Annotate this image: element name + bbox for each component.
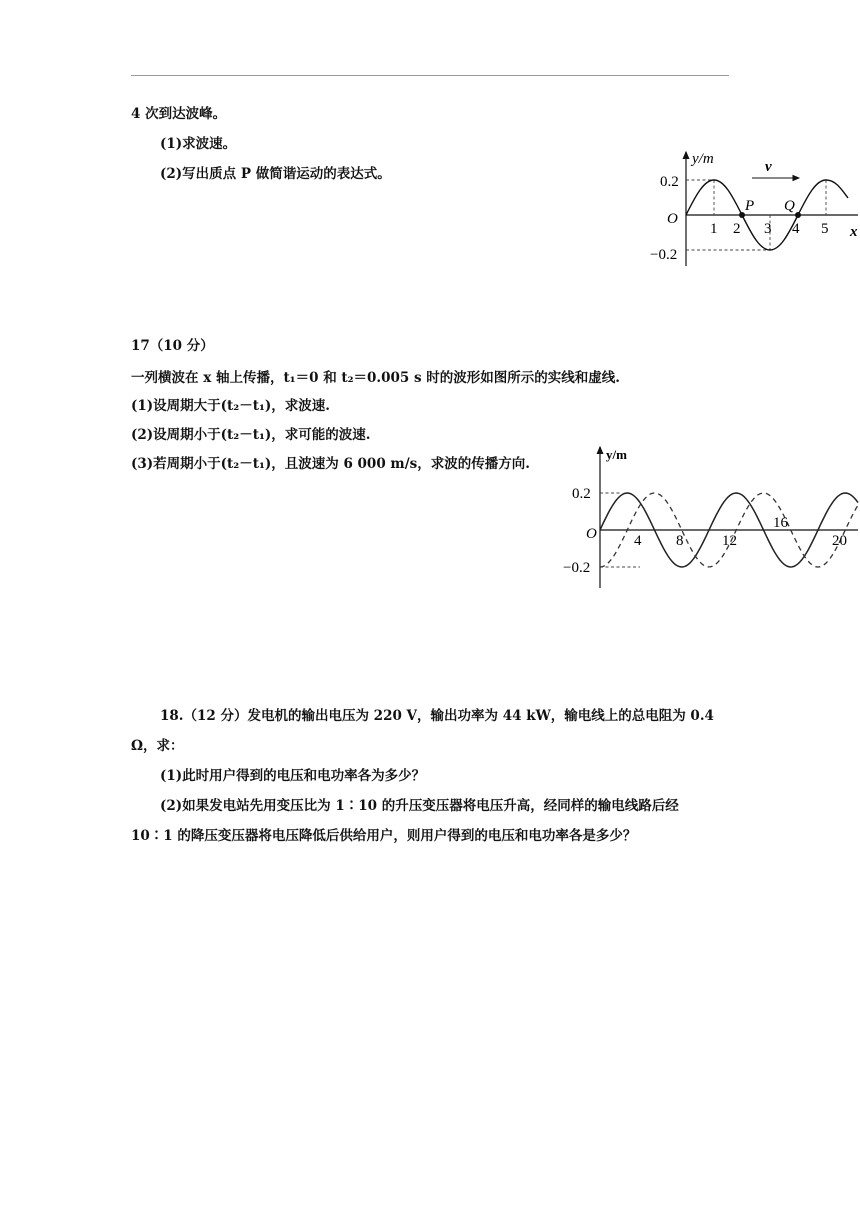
q18-sub1: (1)此时用户得到的电压和电功率各为多少？ <box>160 768 426 784</box>
q18-line2: Ω，求： <box>131 738 184 754</box>
q17-sub2: (2)设周期小于(t₂－t₁)，求可能的波速. <box>131 427 371 443</box>
q16-sub1: (1)求波速。 <box>160 136 237 152</box>
y-pos-label: 0.2 <box>660 174 679 190</box>
point-q-marker <box>795 212 801 218</box>
q17-heading: 17（10 分） <box>131 338 214 354</box>
q17-wave-figure <box>555 440 860 596</box>
q18-sub2b: 10∶1 的降压变压器将电压降低后供给用户，则用户得到的电压和电功率各是多少？ <box>131 828 637 844</box>
x-tick-1: 1 <box>710 221 718 237</box>
x-tick-2: 2 <box>733 221 741 237</box>
q16-wave-figure <box>640 145 860 274</box>
q16-sub2: (2)写出质点 P 做简谐运动的表达式。 <box>160 166 391 182</box>
q18-line1: 18.（12 分）发电机的输出电压为 220 V，输出功率为 44 kW，输电线上的总电阻为 0.4 <box>160 708 714 724</box>
q17-stem: 一列横波在 x 轴上传播，t₁＝0 和 t₂＝0.005 s 时的波形如图所示的实线和虚线. <box>131 370 621 386</box>
q18-sub2a: (2)如果发电站先用变压比为 1∶10 的升压变压器将电压升高，经同样的输电线路后经 <box>160 798 679 814</box>
x-tick-12: 12 <box>722 533 737 549</box>
point-p-label: P <box>745 198 755 214</box>
y-neg-label: −0.2 <box>563 560 591 576</box>
x-tick-4: 4 <box>792 221 800 237</box>
y-neg-label: −0.2 <box>650 247 678 263</box>
x-tick-4: 4 <box>634 533 642 549</box>
origin-label: O <box>586 526 597 542</box>
x-tick-16: 16 <box>773 515 788 531</box>
y-axis-label: y/m <box>606 447 627 462</box>
x-axis-label: x <box>850 224 858 240</box>
origin-label: O <box>667 211 678 227</box>
q16-tail: 4 次到达波峰。 <box>131 106 227 122</box>
x-tick-8: 8 <box>676 533 684 549</box>
y-pos-label: 0.2 <box>572 486 591 502</box>
x-tick-5: 5 <box>821 221 829 237</box>
q17-sub1: (1)设周期大于(t₂－t₁)，求波速. <box>131 398 330 414</box>
x-tick-3: 3 <box>764 221 772 237</box>
y-axis-label: y/m <box>692 151 714 167</box>
header-rule <box>131 75 729 76</box>
x-tick-20: 20 <box>832 533 847 549</box>
point-q-label: Q <box>784 198 795 214</box>
velocity-label: v <box>765 159 772 175</box>
q17-sub3: (3)若周期小于(t₂－t₁)，且波速为 6 000 m/s，求波的传播方向. <box>131 456 530 472</box>
